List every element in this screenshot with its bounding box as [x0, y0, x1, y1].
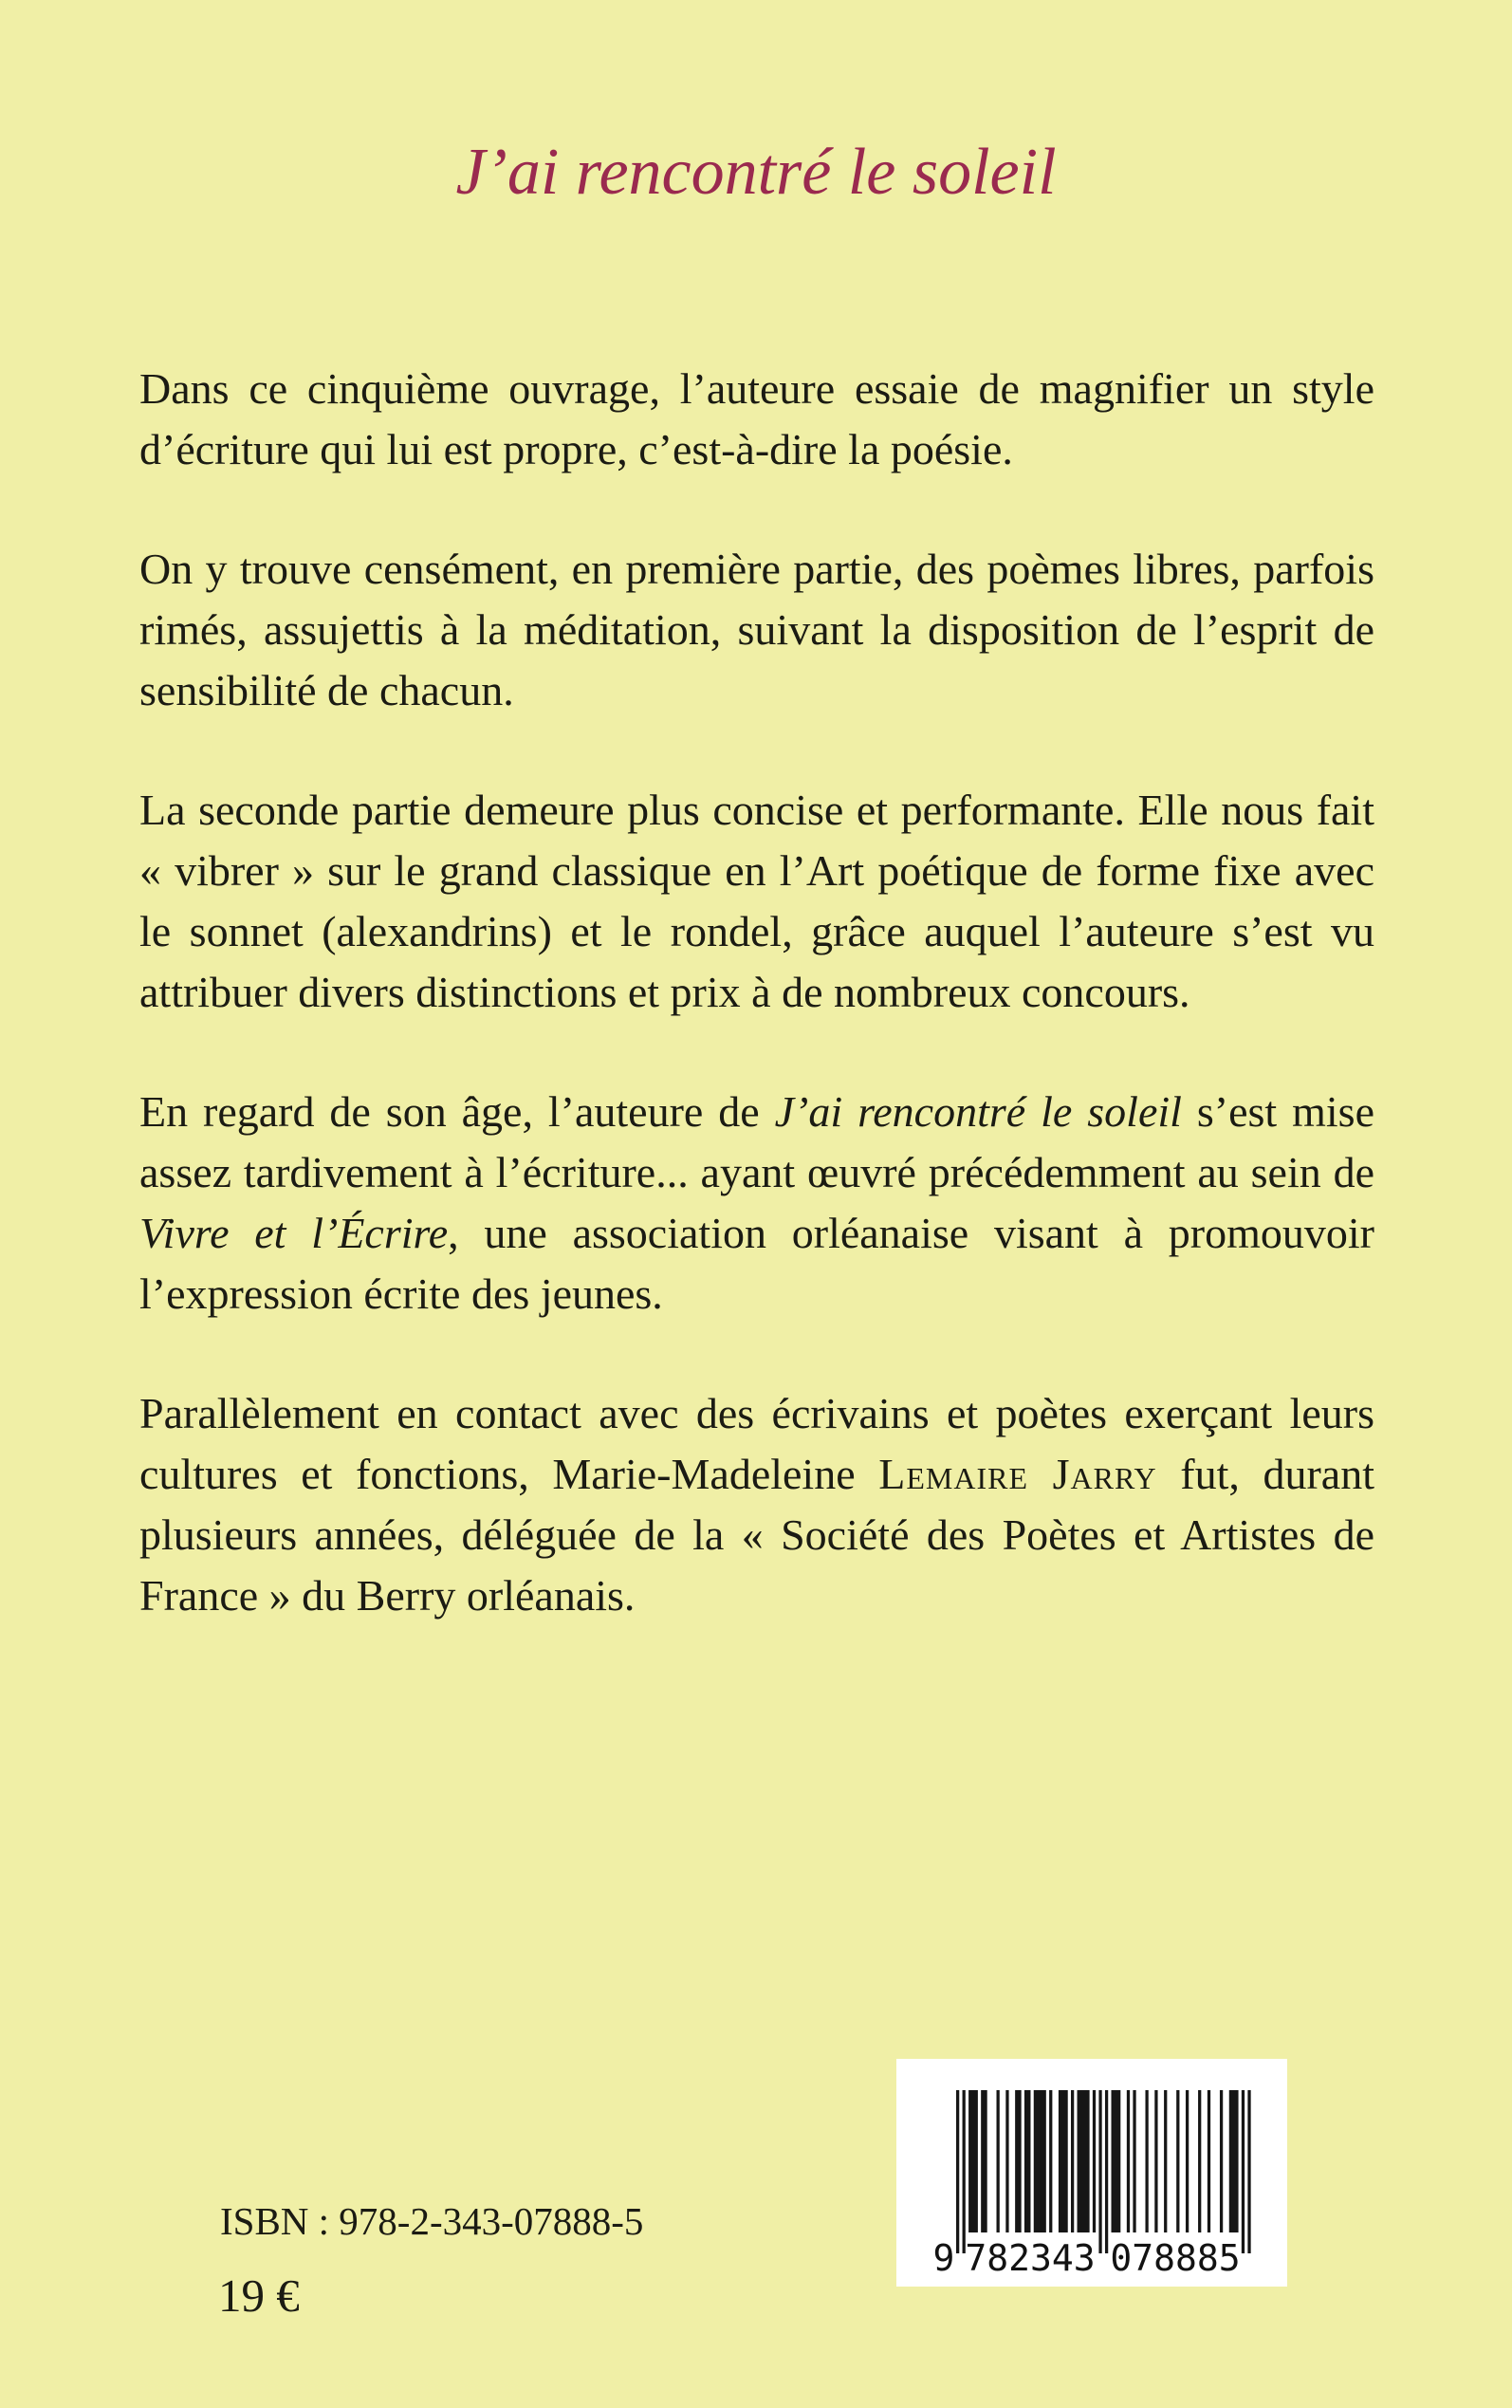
barcode-bar: [1220, 2090, 1223, 2232]
barcode-bar: [1015, 2090, 1022, 2232]
barcode-bar: [1112, 2090, 1121, 2232]
barcode-bar: [981, 2090, 987, 2232]
barcode-bar: [1247, 2090, 1250, 2253]
barcode-bar: [1098, 2090, 1101, 2253]
barcode-bar: [1164, 2090, 1167, 2232]
barcode-bar: [1078, 2090, 1090, 2232]
paragraph: [139, 539, 1374, 721]
barcode-digit-group-3: 078885: [1110, 2237, 1241, 2279]
paragraph: [139, 359, 1374, 480]
paragraphs: [139, 359, 1374, 1685]
barcode-bar: [1186, 2090, 1189, 2232]
barcode-bar: [956, 2090, 959, 2253]
paragraph: [139, 780, 1374, 1023]
paragraph-text: En regard de son âge, l’auteure de: [139, 1087, 775, 1136]
paragraph: [139, 1383, 1374, 1626]
barcode-bar: [1071, 2090, 1074, 2232]
paragraph-text: Dans ce cinquième ouvrage, l’auteure essaie de magnifier un style d’écriture qui lui est propre, c’est-à-dire la poésie.: [139, 364, 1374, 473]
barcode-bar: [1133, 2090, 1135, 2232]
barcode-bar: [1145, 2090, 1148, 2232]
barcode-bar: [1242, 2090, 1245, 2253]
barcode-bar: [1093, 2090, 1096, 2232]
isbn-text: ISBN : 978-2-343-07888-5: [220, 2199, 644, 2243]
barcode-bar: [1034, 2090, 1046, 2232]
barcode-bar: [1024, 2090, 1031, 2232]
barcode-digit-group-2: 782343: [965, 2237, 1096, 2279]
price-text: 19 €: [218, 2269, 300, 2322]
paragraph-text-italic: J’ai rencontré le soleil: [774, 1087, 1182, 1136]
barcode-bar: [1154, 2090, 1157, 2232]
barcode-bars: [956, 2090, 1251, 2253]
paragraph-text: , une association orléanaise visant à promouvoir l’expression écrite des jeunes.: [139, 1209, 1374, 1318]
barcode: [896, 2059, 1287, 2287]
paragraph-text: Parallèlement en contact avec des écrivains et poètes exerçant leurs cultures et fonctions, Marie-Madeleine: [139, 1389, 1374, 1498]
paragraph-text: On y trouve censément, en première partie, des poèmes libres, parfois rimés, assujettis à la méditation, suivant la disposition de l’esprit de sensibilité de chacun.: [139, 545, 1374, 714]
paragraph-text-italic: Vivre et l’Écrire: [139, 1209, 449, 1257]
barcode-bar: [968, 2090, 978, 2232]
barcode-bar: [1005, 2090, 1008, 2232]
barcode-bar: [1176, 2090, 1179, 2232]
barcode-bar: [997, 2090, 1000, 2232]
barcode-bar: [1229, 2090, 1239, 2232]
paragraph-text: fut, durant plusieurs années, déléguée de la « Société des Poètes et Artistes de France » du Berry orléanais.: [139, 1450, 1375, 1620]
barcode-bar: [963, 2090, 966, 2253]
barcode-bar: [1127, 2090, 1130, 2232]
paragraph: [139, 1082, 1374, 1324]
barcode-digit-group-1: 9: [932, 2237, 955, 2279]
paragraph-text-smallcaps: Lemaire Jarry: [878, 1450, 1157, 1498]
barcode-bar: [1059, 2090, 1068, 2232]
paragraph-text: La seconde partie demeure plus concise et performante. Elle nous fait « vibrer » sur le grand classique en l’Art poétique de forme fixe avec le sonnet (alexandrins) et le rondel, grâce auquel l’auteure s’est vu attribuer divers distinctions et prix à de nombreux concours.: [139, 786, 1374, 1016]
barcode-bar: [1208, 2090, 1210, 2232]
paragraph-text: s’est mise assez tardivement à l’écriture... ayant œuvré précédemment au sein de: [139, 1087, 1375, 1196]
barcode-bar: [1198, 2090, 1201, 2232]
barcode-svg: [896, 2059, 1287, 2287]
barcode-bar: [1049, 2090, 1052, 2232]
book-title: J’ai rencontré le soleil: [455, 136, 1057, 209]
barcode-bar: [1105, 2090, 1108, 2253]
